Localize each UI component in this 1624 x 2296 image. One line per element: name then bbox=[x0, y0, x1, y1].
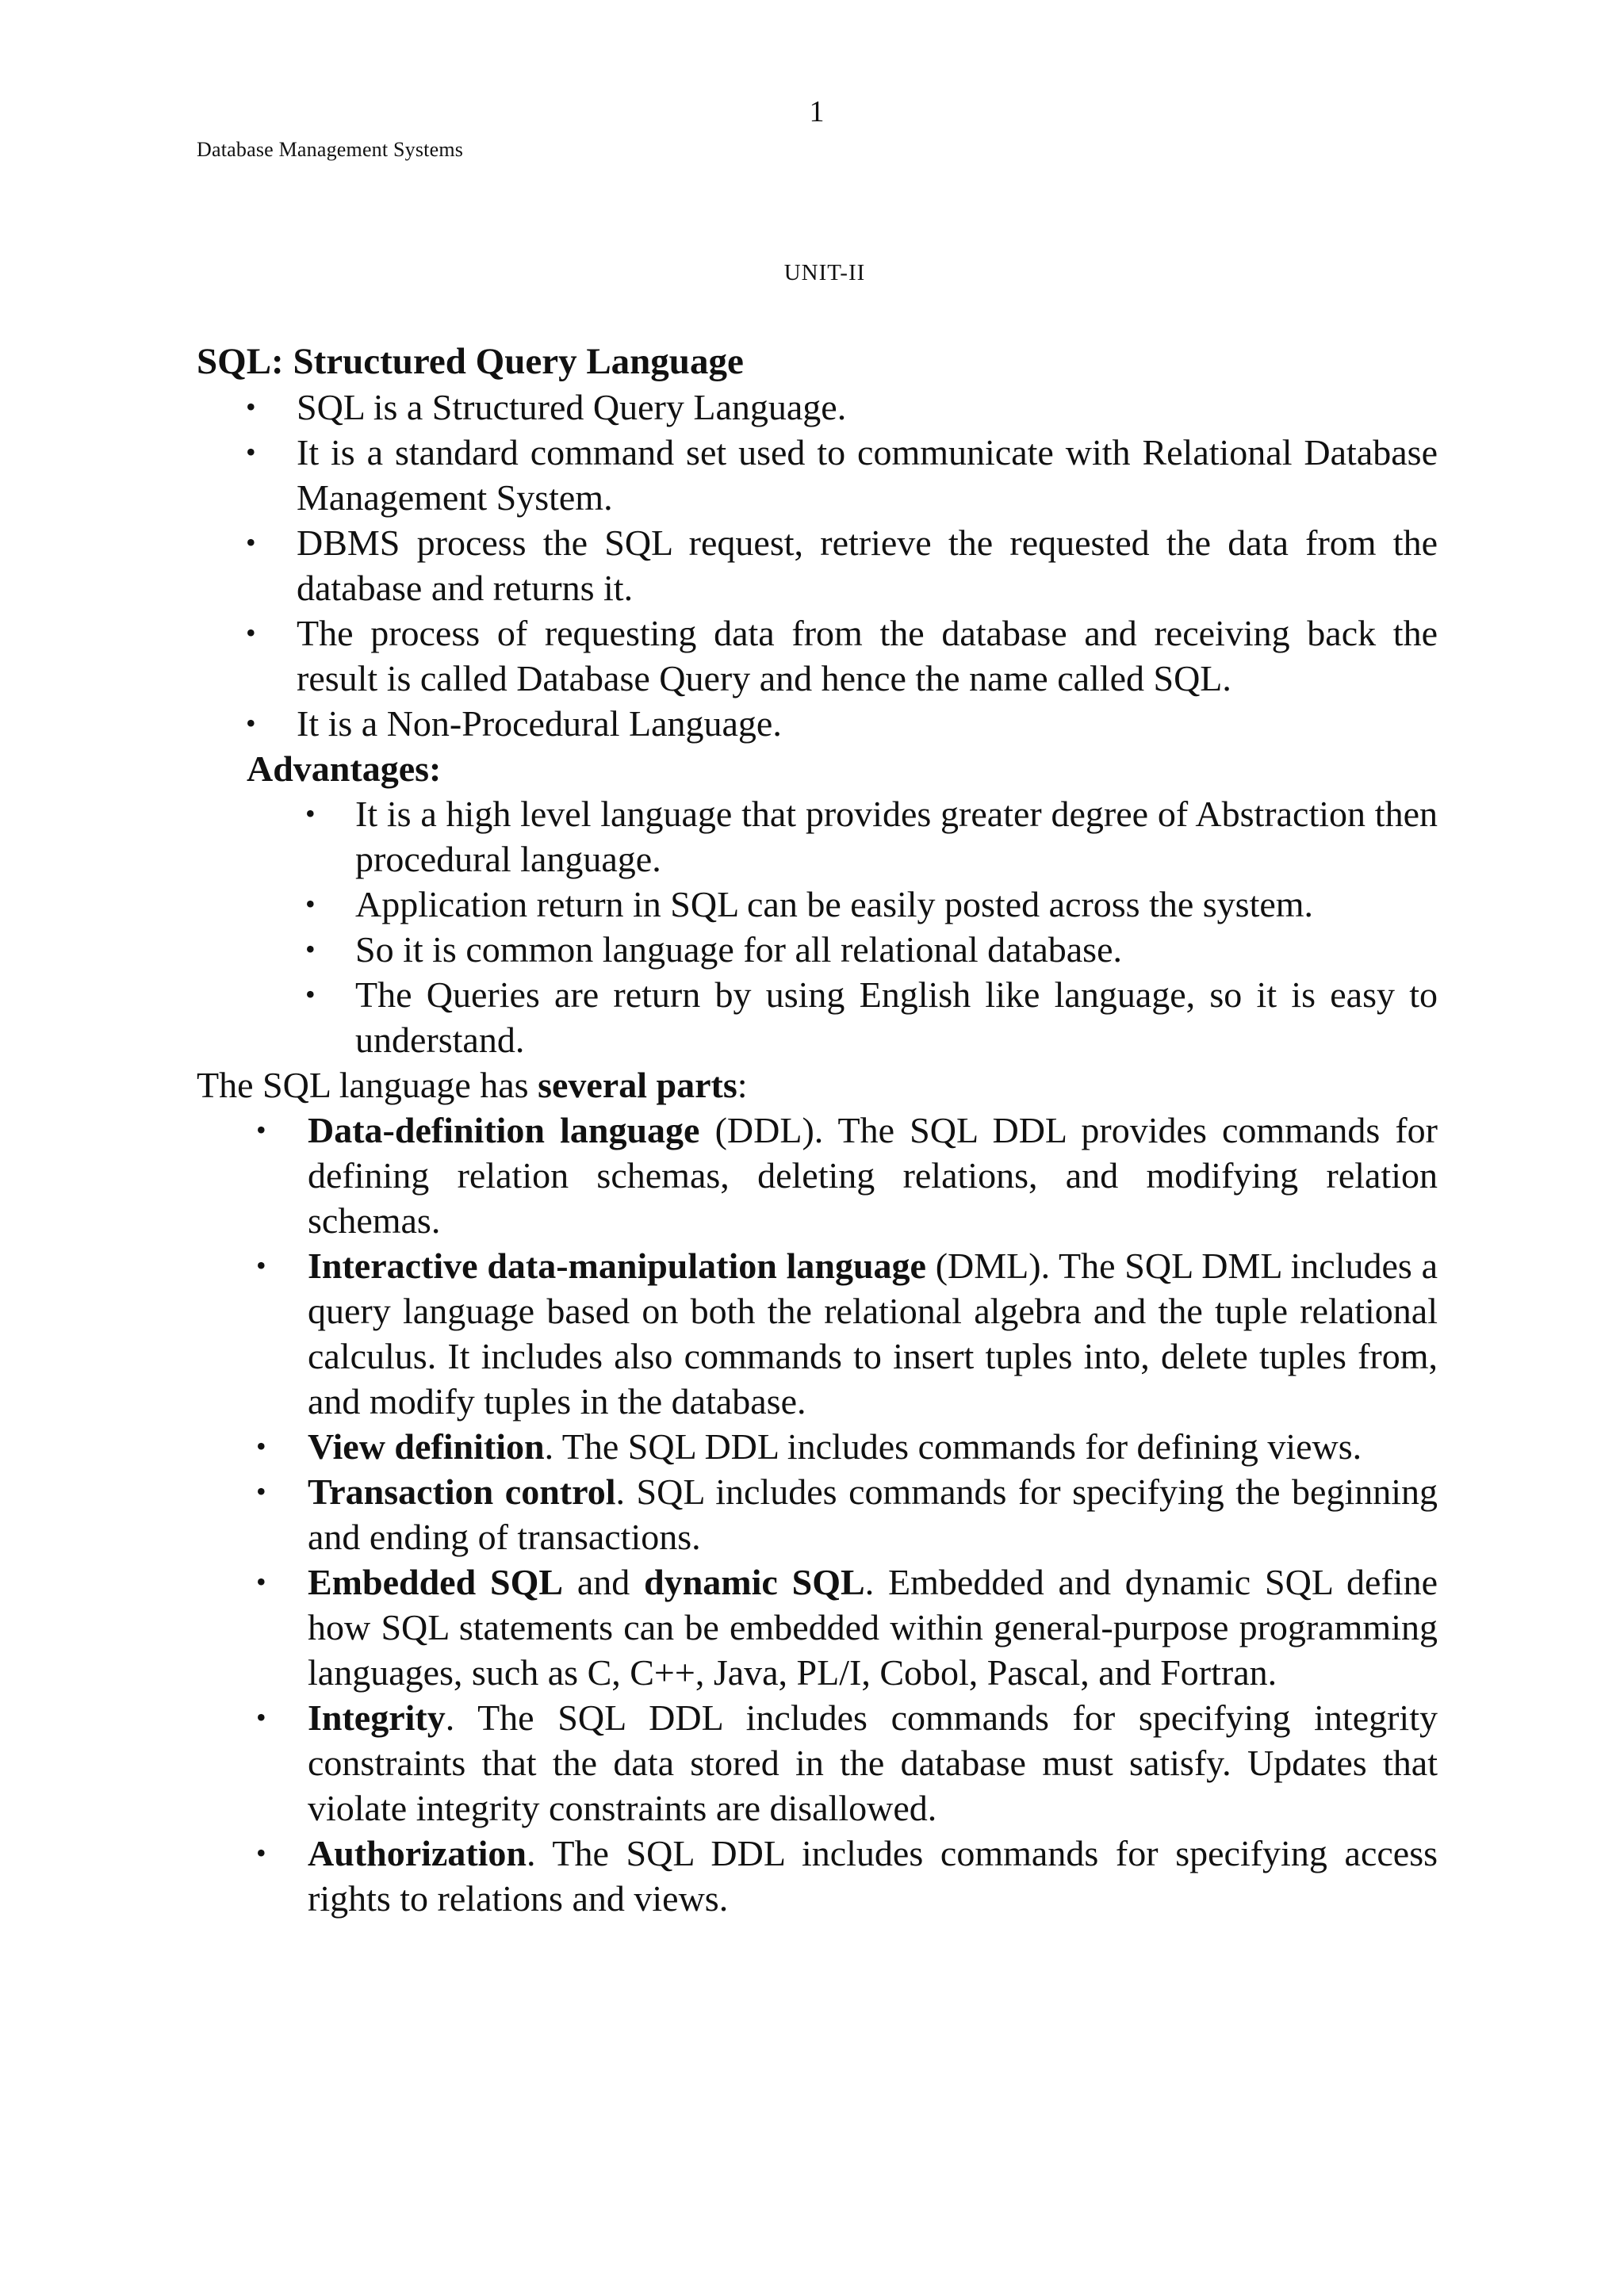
list-item bbox=[197, 1469, 1438, 1559]
advantages-heading: Advantages: bbox=[247, 748, 442, 789]
unit-title: UNIT-II bbox=[783, 260, 866, 285]
part-term-joiner: and bbox=[563, 1562, 645, 1602]
part-term: Integrity bbox=[308, 1697, 446, 1738]
list-item bbox=[197, 430, 1438, 520]
bullet-icon: • bbox=[256, 1249, 266, 1281]
bullet-icon: • bbox=[256, 1837, 266, 1869]
parts-intro-colon: : bbox=[737, 1065, 748, 1105]
page-number: 1 bbox=[809, 95, 825, 128]
list-item bbox=[197, 1108, 1438, 1243]
bullet-icon: • bbox=[305, 798, 316, 829]
list-item-text: Application return in SQL can be easily posted across the system. bbox=[355, 884, 1314, 924]
list-item bbox=[197, 1831, 1438, 1921]
list-item bbox=[197, 1559, 1438, 1695]
intro-bullet-list bbox=[197, 385, 1438, 746]
bullet-icon: • bbox=[256, 1430, 266, 1462]
part-term: Interactive data-manipulation language bbox=[308, 1246, 926, 1286]
list-item bbox=[197, 1243, 1438, 1424]
list-item bbox=[197, 1695, 1438, 1831]
part-description: . The SQL DDL includes commands for specifying access rights to relations and views. bbox=[308, 1833, 1438, 1919]
list-item bbox=[197, 927, 1438, 972]
bullet-icon: • bbox=[305, 888, 316, 920]
bullet-icon: • bbox=[256, 1566, 266, 1598]
advantages-list bbox=[197, 791, 1438, 1062]
list-item bbox=[197, 791, 1438, 882]
part-term: Embedded SQL bbox=[308, 1562, 564, 1602]
list-item bbox=[197, 610, 1438, 701]
list-item-text: It is a high level language that provides greater degree of Abstraction then procedural language. bbox=[355, 794, 1438, 879]
part-description: (DML). The SQL DML includes a query language based on both the relational algebra and the tuple relational calculus. It includes also commands to insert tuples into, delete tuples from, and modify tuples in the database. bbox=[308, 1246, 1438, 1422]
part-description: (DDL). The SQL DDL provides commands for defining relation schemas, deleting relations, and modifying relation schemas. bbox=[308, 1110, 1438, 1241]
bullet-icon: • bbox=[256, 1114, 266, 1146]
list-item-text: The Queries are return by using English like language, so it is easy to understand. bbox=[355, 974, 1438, 1060]
parts-intro bbox=[197, 1062, 1438, 1108]
part-term: Transaction control bbox=[308, 1471, 616, 1512]
bullet-icon: • bbox=[256, 1701, 266, 1733]
bullet-icon: • bbox=[305, 933, 316, 965]
list-item-text: So it is common language for all relational database. bbox=[355, 929, 1122, 970]
list-item-text: It is a standard command set used to communicate with Relational Database Management System. bbox=[297, 432, 1438, 518]
part-term-secondary: dynamic SQL bbox=[644, 1562, 865, 1602]
list-item bbox=[197, 385, 1438, 430]
part-description: . SQL includes commands for specifying the beginning and ending of transactions. bbox=[308, 1471, 1438, 1557]
list-item-text: It is a Non-Procedural Language. bbox=[297, 703, 782, 744]
list-item-text: SQL is a Structured Query Language. bbox=[297, 387, 847, 427]
bullet-icon: • bbox=[246, 707, 256, 739]
running-header: Database Management Systems bbox=[197, 138, 464, 161]
document-body bbox=[197, 339, 1438, 1921]
parts-intro-text: The SQL language has bbox=[197, 1065, 538, 1105]
parts-intro-bold: several parts bbox=[538, 1065, 737, 1105]
bullet-icon: • bbox=[246, 436, 256, 468]
part-description: . The SQL DDL includes commands for defining views. bbox=[544, 1426, 1362, 1467]
list-item bbox=[197, 882, 1438, 927]
list-item-text: DBMS process the SQL request, retrieve the requested the data from the database and returns it. bbox=[297, 522, 1438, 608]
part-description: . Embedded and dynamic SQL define how SQL statements can be embedded within general-purpose programming languages, such as C, C++, Java, PL/I, Cobol, Pascal, and Fortran. bbox=[308, 1562, 1438, 1693]
part-term: Authorization bbox=[308, 1833, 527, 1873]
part-term: View definition bbox=[308, 1426, 545, 1467]
list-item bbox=[197, 520, 1438, 610]
section-heading: SQL: Structured Query Language bbox=[197, 341, 744, 382]
list-item-text: The process of requesting data from the database and receiving back the result is called Database Query and hence the name called SQL. bbox=[297, 613, 1438, 698]
bullet-icon: • bbox=[246, 526, 256, 558]
bullet-icon: • bbox=[246, 617, 256, 649]
bullet-icon: • bbox=[246, 391, 256, 423]
list-item bbox=[197, 1424, 1438, 1469]
part-term: Data-definition language bbox=[308, 1110, 700, 1150]
part-description: . The SQL DDL includes commands for specifying integrity constraints that the data stored in the database must satisfy. Updates that violate integrity constraints are disallowed. bbox=[308, 1697, 1438, 1828]
bullet-icon: • bbox=[256, 1475, 266, 1507]
sql-parts-list bbox=[197, 1108, 1438, 1921]
list-item bbox=[197, 972, 1438, 1062]
list-item bbox=[197, 701, 1438, 746]
bullet-icon: • bbox=[305, 978, 316, 1010]
